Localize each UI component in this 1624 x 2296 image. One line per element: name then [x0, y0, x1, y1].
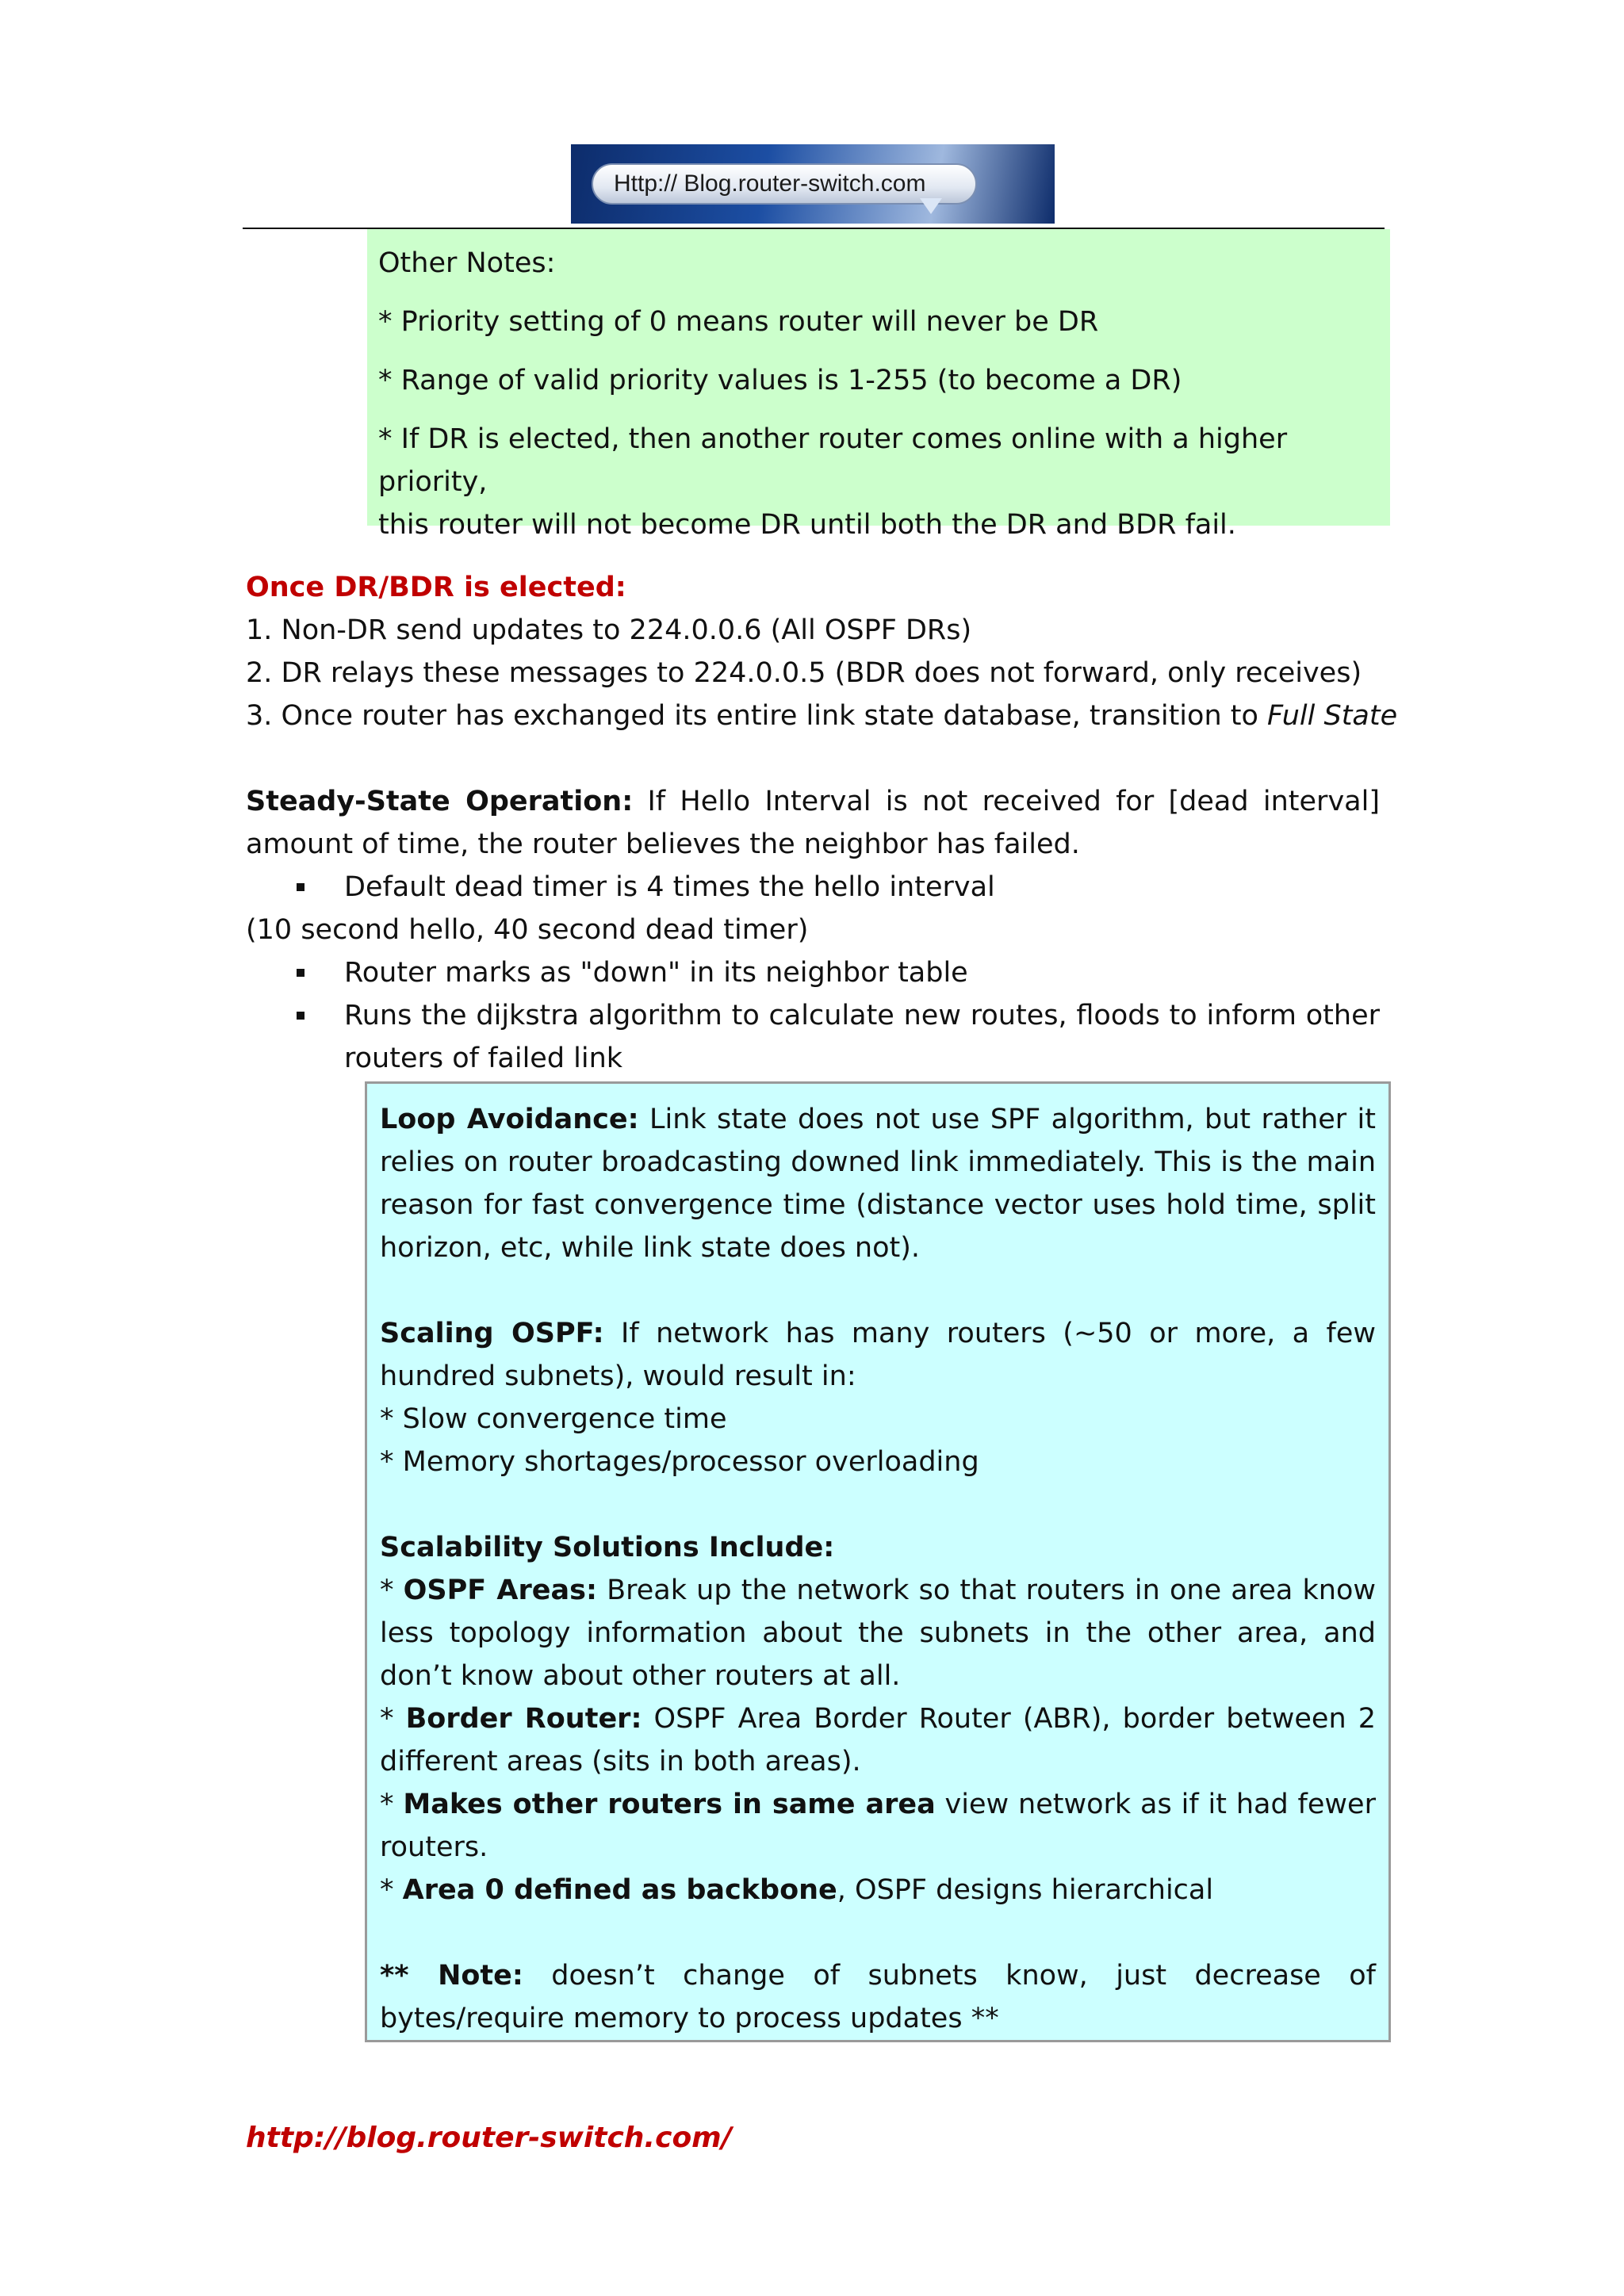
full-state-term: Full State: [1267, 700, 1398, 732]
dr-elected-section: [246, 566, 1398, 737]
note-item-1: * Priority setting of 0 means router will never be DR: [378, 306, 1099, 338]
solution-border-router: [380, 1697, 1376, 1783]
dr-step-3: [246, 695, 1398, 737]
dr-elected-heading: Once DR/BDR is elected:: [246, 572, 626, 603]
scaling-ospf-paragraph: [380, 1312, 1376, 1398]
closing-note-label: ** Note:: [380, 1960, 523, 1992]
solutions-heading-text: Scalability Solutions Include:: [380, 1532, 835, 1563]
steady-state-section: [246, 780, 1380, 1080]
solution-same-area: [380, 1783, 1376, 1869]
steady-state-label: Steady-State Operation:: [246, 786, 634, 817]
loop-avoidance-text: Link state does not use SPF algorithm, but rather it relies on router broadcasting downed link immediately. This is the main reason for fast convergence time (distance vector uses hold time, split horizon, etc, while link state does not).: [380, 1104, 1376, 1264]
other-notes-box: [367, 229, 1390, 541]
solution-prefix: *: [380, 1575, 404, 1606]
solution-text: OSPF Area Border Router (ABR), border between 2 different areas (sits in both areas).: [380, 1703, 1376, 1777]
solutions-heading: [380, 1526, 1376, 1569]
steady-state-text: If Hello Interval is not received for [dead interval] amount of time, the router believes the neighbor has failed.: [246, 786, 1380, 860]
bullet-text: Router marks as "down" in its neighbor table: [344, 957, 968, 989]
closing-note: [380, 1954, 1376, 2040]
solution-text: , OSPF designs hierarchical: [837, 1874, 1214, 1906]
square-bullet-icon: [297, 883, 304, 891]
steady-state-paragraph: [246, 780, 1380, 866]
bullet-marks-down: [246, 951, 1380, 994]
spacer: [380, 1911, 1376, 1954]
solution-prefix: *: [380, 1703, 406, 1735]
blog-logo-banner: [571, 144, 1055, 224]
blog-logo-text: Http:// Blog.router-switch.com: [592, 163, 977, 205]
square-bullet-icon: [297, 969, 304, 977]
solution-label: Makes other routers in same area: [403, 1789, 936, 1820]
solution-label: OSPF Areas:: [403, 1575, 597, 1606]
scaling-ospf-label: Scaling OSPF:: [380, 1318, 604, 1349]
square-bullet-icon: [297, 1012, 304, 1020]
hello-dead-timer-note: (10 second hello, 40 second dead timer): [246, 914, 809, 946]
note-item-3-line-1: * If DR is elected, then another router comes online with a higher priority,: [378, 423, 1288, 498]
note-item-3: [378, 418, 1379, 546]
cursor-arrow-icon: [920, 198, 942, 214]
ospf-info-box: [365, 1081, 1391, 2042]
note-item-3-line-2: this router will not become DR until both the DR and BDR fail.: [378, 509, 1236, 541]
bullet-dead-timer: [246, 866, 1380, 909]
solution-area-0: [380, 1869, 1376, 1911]
closing-note-text: doesn’t change of subnets know, just decrease of bytes/require memory to process updates **: [380, 1960, 1376, 2034]
solution-text: Break up the network so that routers in one area know less topology information about the subnets in the other area, and don’t know about other routers at all.: [380, 1575, 1376, 1692]
dr-step-1: 1. Non-DR send updates to 224.0.0.6 (All OSPF DRs): [246, 614, 972, 646]
scaling-item-2: * Memory shortages/processor overloading: [380, 1446, 979, 1478]
spacer: [380, 1483, 1376, 1526]
steady-state-bullets-2: [246, 951, 1380, 1080]
solution-label: Border Router:: [405, 1703, 642, 1735]
solution-label: Area 0 defined as backbone: [402, 1874, 837, 1906]
spacer: [380, 1269, 1376, 1312]
dr-step-3-text: 3. Once router has exchanged its entire link state database, transition to: [246, 700, 1268, 732]
solution-prefix: *: [380, 1874, 403, 1906]
note-item-2: * Range of valid priority values is 1-255 (to become a DR): [378, 365, 1182, 396]
bullet-text: Default dead timer is 4 times the hello interval: [344, 871, 995, 903]
solution-text: view network as if it had fewer routers.: [380, 1789, 1376, 1863]
dr-step-2: 2. DR relays these messages to 224.0.0.5 (BDR does not forward, only receives): [246, 657, 1362, 689]
other-notes-title: Other Notes:: [378, 247, 556, 279]
steady-state-bullets: [246, 866, 1380, 909]
solution-prefix: *: [380, 1789, 404, 1820]
loop-avoidance-label: Loop Avoidance:: [380, 1104, 639, 1135]
solution-ospf-areas: [380, 1569, 1376, 1697]
scaling-item-1: * Slow convergence time: [380, 1403, 727, 1435]
bullet-text: Runs the dijkstra algorithm to calculate new routes, floods to inform other routers of failed link: [344, 1000, 1380, 1074]
footer-url-link[interactable]: http://blog.router-switch.com/: [246, 2122, 732, 2154]
bullet-dijkstra: [246, 994, 1380, 1080]
scaling-ospf-text: If network has many routers (~50 or more, a few hundred subnets), would result in:: [380, 1318, 1376, 1392]
loop-avoidance-paragraph: [380, 1098, 1376, 1269]
